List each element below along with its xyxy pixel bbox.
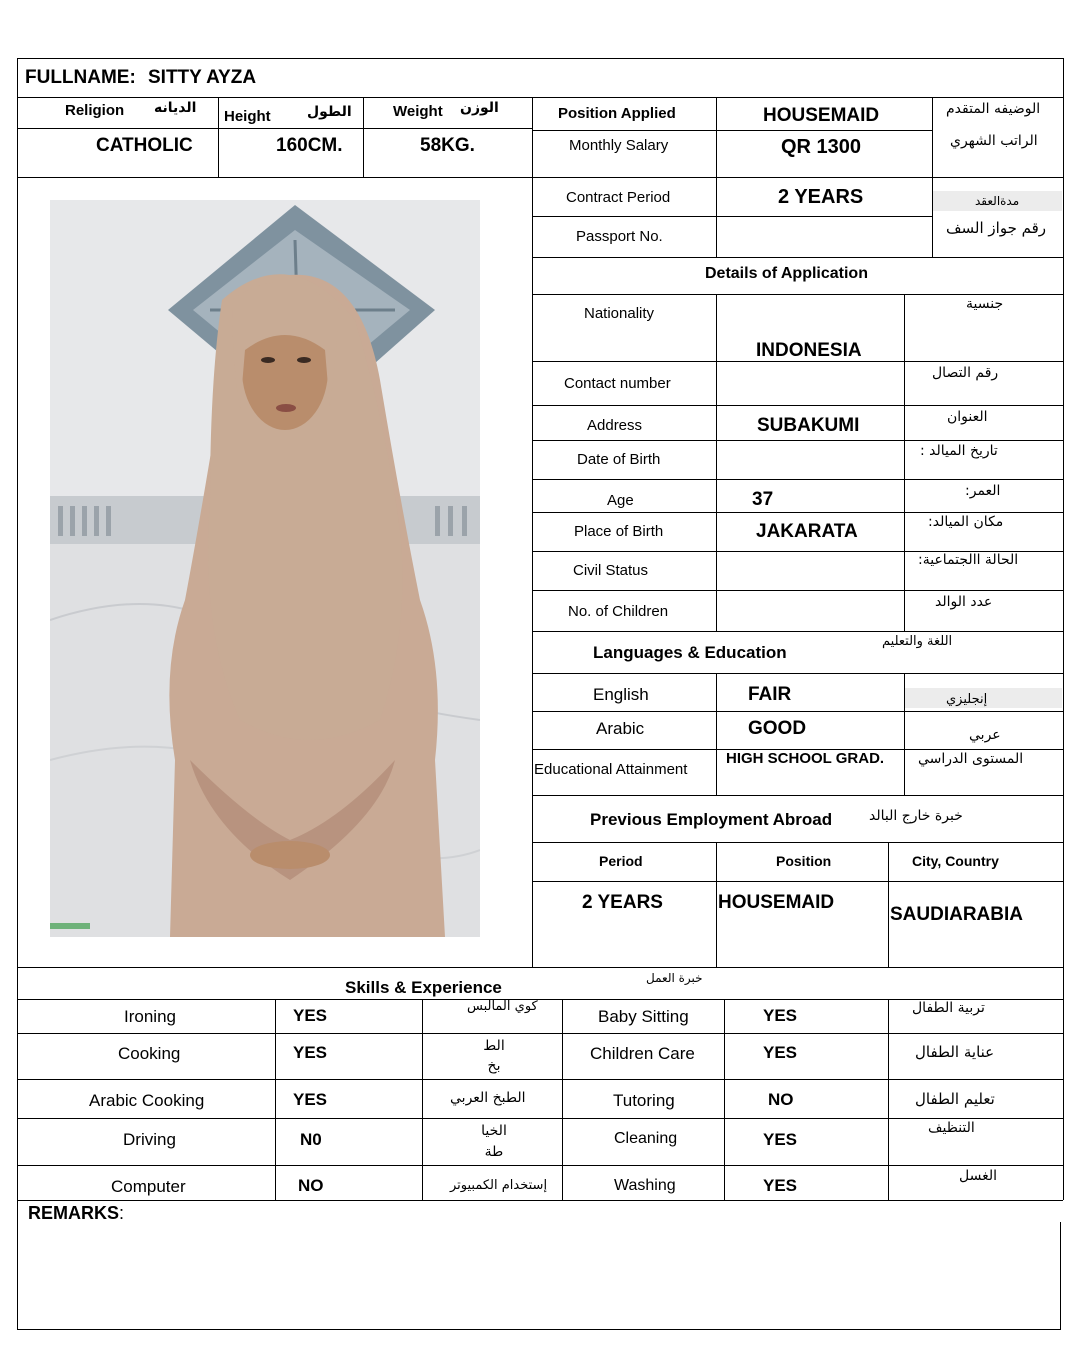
position-applied-value: HOUSEMAID: [763, 105, 880, 126]
age-value: 37: [752, 489, 774, 510]
english-label: English: [593, 685, 649, 704]
weight-value: 58KG.: [420, 135, 475, 156]
skill-washing-label: Washing: [614, 1177, 676, 1194]
skill-cooking-value: YES: [293, 1043, 328, 1062]
pob-value: JAKARATA: [756, 521, 858, 542]
children-label: No. of Children: [568, 603, 669, 620]
salary-label: Monthly Salary: [569, 137, 669, 154]
contract-label: Contract Period: [566, 189, 671, 206]
civil-status-arabic-label: الحالة االجتماعية:: [918, 552, 1019, 568]
arabic-value: GOOD: [748, 718, 807, 739]
skill-driving-value: N0: [300, 1130, 322, 1149]
height-label: Height: [224, 108, 271, 125]
height-value: 160CM.: [276, 135, 343, 156]
contact-label: Contact number: [564, 375, 671, 392]
remarks-colon: :: [119, 1203, 125, 1223]
skill-ironing-value: YES: [293, 1006, 328, 1025]
english-value: FAIR: [748, 684, 792, 705]
skill-cooking-label: Cooking: [118, 1044, 181, 1063]
height-arabic-label: الطول: [307, 104, 352, 120]
fullname-label: FULLNAME:: [25, 67, 136, 88]
skill-computer-arabic: إستخدام الكمبيوتر: [450, 1178, 548, 1193]
skill-arabic-cooking-label: Arabic Cooking: [89, 1091, 205, 1110]
skill-cleaning-arabic: التنظيف: [928, 1120, 975, 1136]
skill-baby-sitting-value: YES: [763, 1006, 798, 1025]
skill-cleaning-label: Cleaning: [614, 1130, 678, 1147]
skill-driving-label: Driving: [123, 1130, 176, 1149]
employment-city: SAUDIARABIA: [890, 904, 1023, 925]
weight-arabic-label: الوزن: [460, 100, 499, 116]
skill-washing-arabic: الغسل: [959, 1168, 998, 1184]
employment-title: Previous Employment Abroad: [590, 810, 833, 829]
civil-status-label: Civil Status: [573, 562, 649, 579]
nationality-label: Nationality: [584, 305, 655, 322]
arabic-label: Arabic: [596, 719, 645, 738]
employment-arabic-title: خبرة خارج البالد: [869, 808, 963, 824]
pob-arabic-label: مكان الميالد:: [928, 514, 1004, 530]
children-arabic-label: عدد الوالد: [935, 594, 993, 610]
skill-children-care-label: Children Care: [590, 1044, 695, 1063]
contract-value: 2 YEARS: [778, 186, 864, 208]
skill-tutoring-arabic: تعليم الطفال: [915, 1090, 995, 1108]
passport-arabic-label: رقم جواز السف: [946, 219, 1047, 237]
age-label: Age: [607, 492, 634, 509]
contact-arabic-label: رقم التصال: [932, 365, 999, 381]
applicant-photo: [50, 200, 480, 937]
skill-washing-value: YES: [763, 1176, 798, 1195]
education-value: HIGH SCHOOL GRAD.: [726, 750, 885, 767]
remarks-label: [28, 1204, 124, 1222]
religion-label: Religion: [65, 102, 125, 119]
education-arabic-label: المستوى الدراسي: [918, 751, 1024, 767]
skill-baby-sitting-label: Baby Sitting: [598, 1007, 689, 1026]
nationality-arabic-label: جنسية: [966, 296, 1004, 312]
address-arabic-label: العنوان: [947, 409, 988, 425]
languages-title: Languages & Education: [593, 643, 787, 662]
details-title: Details of Application: [705, 265, 868, 282]
employment-period: 2 YEARS: [582, 892, 663, 913]
pob-label: Place of Birth: [574, 523, 664, 540]
skill-arabic-cooking-value: YES: [293, 1090, 328, 1109]
contract-arabic-label: مدةالعقد: [975, 194, 1020, 208]
dob-label: Date of Birth: [577, 451, 661, 468]
position-applied-label: Position Applied: [558, 105, 676, 122]
skill-cooking-arabic: الط بخ: [483, 1038, 505, 1074]
skill-driving-arabic: الخيا طة: [481, 1123, 507, 1160]
fullname-value: SITTY AYZA: [148, 67, 257, 88]
position-applied-arabic-label: الوضيفه المتقدم: [946, 101, 1041, 117]
education-label: Educational Attainment: [534, 761, 688, 778]
salary-arabic-label: الراتب الشهري: [950, 133, 1038, 149]
skill-cleaning-value: YES: [763, 1130, 798, 1149]
employment-header-period: Period: [599, 853, 643, 869]
skill-computer-value: NO: [298, 1176, 324, 1195]
religion-value: CATHOLIC: [96, 135, 193, 156]
skill-computer-label: Computer: [111, 1177, 186, 1196]
arabic-arabic-label: عربي: [969, 727, 1001, 743]
passport-label: Passport No.: [576, 228, 663, 245]
employment-header-position: Position: [776, 853, 832, 869]
address-value: SUBAKUMI: [757, 415, 860, 436]
skill-tutoring-value: NO: [768, 1090, 794, 1109]
dob-arabic-label: تاريخ الميالد :: [920, 443, 998, 459]
remarks-label-text: REMARKS: [28, 1203, 120, 1223]
skill-tutoring-label: Tutoring: [613, 1091, 675, 1110]
skill-ironing-label: Ironing: [124, 1007, 176, 1026]
nationality-value: INDONESIA: [756, 340, 862, 361]
employment-position: HOUSEMAID: [718, 892, 835, 913]
english-arabic-label: إنجليزي: [946, 692, 988, 707]
skill-children-care-value: YES: [763, 1043, 798, 1062]
skills-title: Skills & Experience: [345, 978, 502, 997]
religion-arabic-label: الديانه: [154, 100, 197, 116]
salary-value: QR 1300: [781, 136, 862, 158]
skill-ironing-arabic: كوي المالبس: [467, 999, 538, 1014]
languages-arabic-title: اللغة والتعليم: [882, 634, 953, 649]
age-arabic-label: العمر:: [965, 483, 1001, 499]
weight-label: Weight: [393, 103, 443, 120]
skill-children-care-arabic: عناية الطفال: [915, 1043, 995, 1061]
skill-arabic-cooking-arabic: الطبخ العربي: [450, 1090, 526, 1106]
skill-baby-sitting-arabic: تربية الطفال: [912, 1000, 985, 1016]
skills-arabic-title: خبرة العمل: [646, 971, 703, 985]
address-label: Address: [587, 417, 643, 434]
employment-header-city: City, Country: [912, 853, 999, 869]
